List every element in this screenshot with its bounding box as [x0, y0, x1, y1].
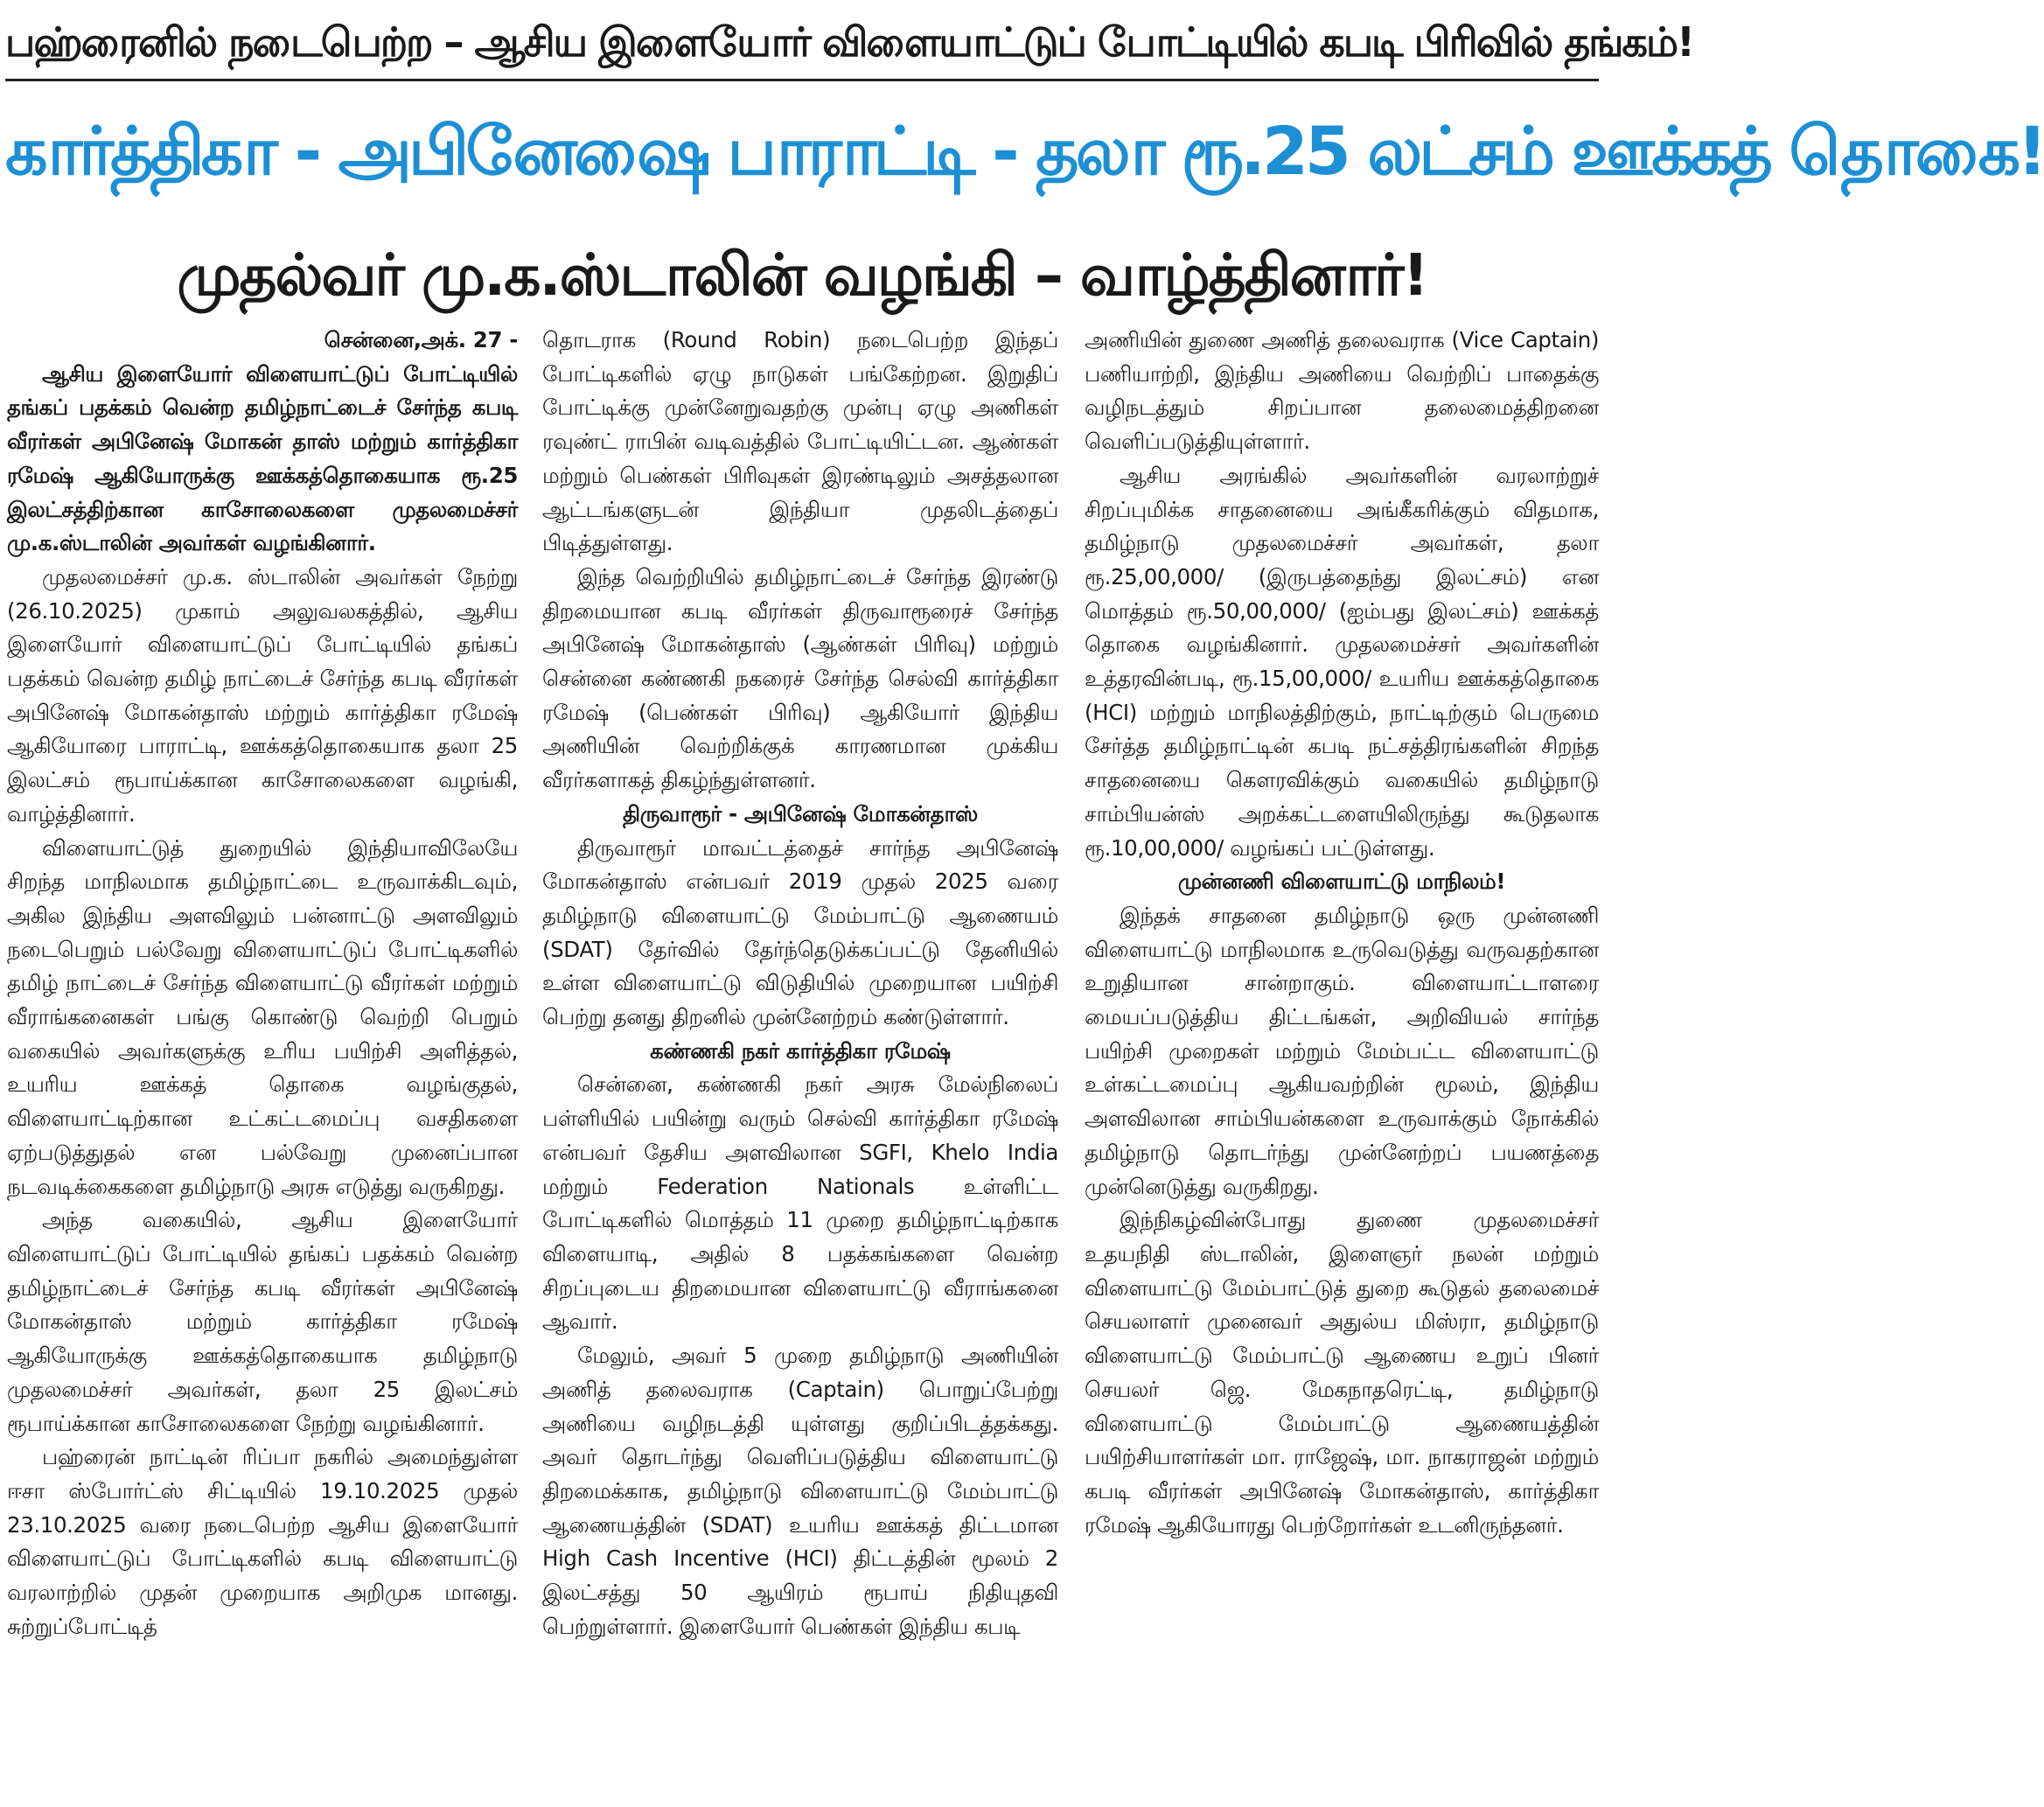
paragraph: தொடராக (Round Robin) நடைபெற்ற இந்தப் போட்டிகளில் ஏழு நாடுகள் பங்கேற்றன. இறுதிப் போட்டிக்கு முன்னேறுவதற்கு முன்பு ஏழு அணிகள் ரவுண்ட் ராபின் வடிவத்தில் போட்டியிட்டன. ஆண்கள் மற்றும் பெண்கள் பிரிவுகள் இரண்டிலும் அசத்தலான ஆட்டங்களுடன் இந்தியா முதலிடத்தைப் பிடித்துள்ளது.	[542, 327, 1058, 556]
lead-paragraph: ஆசிய இளையோர் விளையாட்டுப் போட்டியில் தங்கப் பதக்கம் வென்ற தமிழ்நாட்டைச் சேர்ந்த கபடி வீரர்கள் அபினேஷ் மோகன் தாஸ் மற்றும் கார்த்திகா ரமேஷ் ஆகியோருக்கு ஊக்கத்தொகையாக ரூ.25 இலட்சத்திற்கான காசோலைகளை முதலமைச்சர் மு.க.ஸ்டாலின் அவர்கள் வழங்கினார்.	[7, 360, 518, 556]
paragraph: திருவாரூர் மாவட்டத்தைச் சார்ந்த அபினேஷ் மோகன்தாஸ் என்பவர் 2019 முதல் 2025 வரை தமிழ்நாடு விளையாட்டு மேம்பாட்டு ஆணையம் (SDAT) தேர்வில் தேர்ந்தெடுக்கப்பட்டு தேனியில் உள்ள விளையாட்டு விடுதியில் முறையான பயிற்சி பெற்று தனது திறனில் முன்னேற்றம் கண்டுள்ளார்.	[542, 834, 1058, 1030]
paragraph: அணியின் துணை அணித் தலைவராக (Vice Captain) பணியாற்றி, இந்திய அணியை வெற்றிப் பாதைக்கு வழிநடத்தும் சிறப்பான தலைமைத்திறனை வெளிப்படுத்தியுள்ளார்.	[1085, 327, 1599, 455]
paragraph: முதலமைச்சர் மு.க. ஸ்டாலின் அவர்கள் நேற்று (26.10.2025) முகாம் அலுவலகத்தில், ஆசிய இளையோர் விளையாட்டுப் போட்டியில் தங்கப் பதக்கம் வென்ற தமிழ் நாட்டைச் சேர்ந்த கபடி வீரர்கள் அபினேஷ் மோகன்தாஸ் மற்றும் கார்த்திகா ரமேஷ் ஆகியோரை பாராட்டி, ஊக்கத்தொகையாக தலா 25 இலட்சம் ரூபாய்க்கான காசோலைகளை வழங்கி, வாழ்த்தினார்.	[7, 563, 518, 827]
header-rule	[5, 79, 1599, 81]
article-column-2	[542, 324, 1058, 1802]
paragraph: சென்னை, கண்ணகி நகர் அரசு மேல்நிலைப் பள்ளியில் பயின்று வரும் செல்வி கார்த்திகா ரமேஷ் என்பவர் தேசிய அளவிலான SGFI, Khelo India மற்றும் Federation Nationals உள்ளிட்ட போட்டிகளில் மொத்தம் 11 முறை தமிழ்நாட்டிற்காக விளையாடி, அதில் 8 பதக்கங்களை வென்ற சிறப்புடைய திறமையான விளையாட்டு வீராங்கனை ஆவார்.	[542, 1071, 1058, 1335]
dateline: சென்னை,அக். 27 -	[324, 327, 518, 352]
section-subtitle: முன்னணி விளையாட்டு மாநிலம்!	[1177, 869, 1506, 895]
article-column-3	[1085, 324, 1599, 1802]
paragraph: ஆசிய அரங்கில் அவர்களின் வரலாற்றுச் சிறப்புமிக்க சாதனையை அங்கீகரிக்கும் விதமாக, தமிழ்நாடு முதலமைச்சர் அவர்கள், தலா ரூ.25,00,000/ (இருபத்தைந்து இலட்சம்) என மொத்தம் ரூ.50,00,000/ (ஐம்பது இலட்சம்) ஊக்கத் தொகை வழங்கினார். முதலமைச்சர் அவர்களின் உத்தரவின்படி, ரூ.15,00,000/ உயரிய ஊக்கத்தொகை (HCI) மற்றும் மாநிலத்திற்கும், நாட்டிற்கும் பெருமை சேர்த்த தமிழ்நாட்டின் கபடி நட்சத்திரங்களின் சிறந்த சாதனையை கௌரவிக்கும் வகையில் தமிழ்நாடு சாம்பியன்ஸ் அறக்கட்டளையிலிருந்து கூடுதலாக ரூ.10,00,000/ வழங்கப் பட்டுள்ளது.	[1085, 462, 1599, 861]
section-subtitle: திருவாரூர் - அபினேஷ் மோகன்தாஸ்	[623, 800, 978, 827]
kicker-headline: பஹ்ரைனில் நடைபெற்ற – ஆசிய இளையோர் விளையாட்டுப் போட்டியில் கபடி பிரிவில் தங்கம்!	[5, 18, 1693, 66]
section-subtitle: கண்ணகி நகர் கார்த்திகா ரமேஷ்	[650, 1037, 951, 1064]
sub-headline: முதல்வர் மு.க.ஸ்டாலின் வழங்கி – வாழ்த்தினார்!	[177, 241, 1427, 309]
paragraph: இந்நிகழ்வின்போது துணை முதலமைச்சர் உதயநிதி ஸ்டாலின், இளைஞர் நலன் மற்றும் விளையாட்டு மேம்பாட்டுத் துறை கூடுதல் தலைமைச் செயலாளர் முனைவர் அதுல்ய மிஸ்ரா, தமிழ்நாடு விளையாட்டு மேம்பாட்டு ஆணைய உறுப் பினர் செயலர் ஜெ. மேகநாதரெட்டி, தமிழ்நாடு விளையாட்டு மேம்பாட்டு ஆணையத்தின் பயிற்சியாளர்கள் மா. ராஜேஷ், மா. நாகராஜன் மற்றும் கபடி வீரர்கள் அபினேஷ் மோகன்தாஸ், கார்த்திகா ரமேஷ் ஆகியோரது பெற்றோர்கள் உடனிருந்தனர்.	[1085, 1207, 1599, 1538]
main-headline: கார்த்திகா - அபினேஷை பாராட்டி - தலா ரூ.25 லட்சம் ஊக்கத் தொகை!	[5, 112, 2044, 190]
paragraph: இந்தக் சாதனை தமிழ்நாடு ஒரு முன்னணி விளையாட்டு மாநிலமாக உருவெடுத்து வருவதற்கான உறுதியான சான்றாகும். விளையாட்டாளரை மையப்படுத்திய திட்டங்கள், அறிவியல் சார்ந்த பயிற்சி முறைகள் மற்றும் மேம்பட்ட விளையாட்டு உள்கட்டமைப்பு ஆகியவற்றின் மூலம், இந்திய அளவிலான சாம்பியன்களை உருவாக்கும் நோக்கில் தமிழ்நாடு தொடர்ந்து முன்னேற்றப் பயணத்தை முன்னெடுத்து வருகிறது.	[1085, 902, 1599, 1199]
paragraph: பஹ்ரைன் நாட்டின் ரிப்பா நகரில் அமைந்துள்ள ஈசா ஸ்போர்ட்ஸ் சிட்டியில் 19.10.2025 முதல் 23.10.2025 வரை நடைபெற்ற ஆசிய இளையோர் விளையாட்டுப் போட்டிகளில் கபடி விளையாட்டு வரலாற்றில் முதன் முறையாக அறிமுக மானது. சுற்றுப்போட்டித்	[7, 1444, 518, 1639]
paragraph: விளையாட்டுத் துறையில் இந்தியாவிலேயே சிறந்த மாநிலமாக தமிழ்நாட்டை உருவாக்கிடவும், அகில இந்திய அளவிலும் பன்னாட்டு அளவிலும் நடைபெறும் பல்வேறு விளையாட்டுப் போட்டிகளில் தமிழ் நாட்டைச் சேர்ந்த விளையாட்டு வீரர்கள் மற்றும் வீராங்கனைகள் பங்கு கொண்டு வெற்றி பெறும் வகையில் அவர்களுக்கு உரிய பயிற்சி அளித்தல், உயரிய ஊக்கத் தொகை வழங்குதல், விளையாட்டிற்கான உட்கட்டமைப்பு வசதிகளை ஏற்படுத்துதல் என பல்வேறு முனைப்பான நடவடிக்கைகளை தமிழ்நாடு அரசு எடுத்து வருகிறது.	[7, 834, 518, 1199]
paragraph: அந்த வகையில், ஆசிய இளையோர் விளையாட்டுப் போட்டியில் தங்கப் பதக்கம் வென்ற தமிழ்நாட்டைச் சேர்ந்த கபடி வீரர்கள் அபினேஷ் மோகன்தாஸ் மற்றும் கார்த்திகா ரமேஷ் ஆகியோருக்கு ஊக்கத்தொகையாக தமிழ்நாடு முதலமைச்சர் அவர்கள், தலா 25 இலட்சம் ரூபாய்க்கான காசோலைகளை நேற்று வழங்கினார்.	[7, 1207, 518, 1436]
paragraph: இந்த வெற்றியில் தமிழ்நாட்டைச் சேர்ந்த இரண்டு திறமையான கபடி வீரர்கள் திருவாரூரைச் சேர்ந்த அபினேஷ் மோகன்தாஸ் (ஆண்கள் பிரிவு) மற்றும் சென்னை கண்ணகி நகரைச் சேர்ந்த செல்வி கார்த்திகா ரமேஷ் (பெண்கள் பிரிவு) ஆகியோர் இந்திய அணியின் வெற்றிக்குக் காரணமான முக்கிய வீரர்களாகத் திகழ்ந்துள்ளனர்.	[542, 563, 1058, 793]
article-column-1	[7, 324, 518, 1802]
paragraph: மேலும், அவர் 5 முறை தமிழ்நாடு அணியின் அணித் தலைவராக (Captain) பொறுப்பேற்று அணியை வழிநடத்தி யுள்ளது குறிப்பிடத்தக்கது. அவர் தொடர்ந்து வெளிப்படுத்திய விளையாட்டு திறமைக்காக, தமிழ்நாடு விளையாட்டு மேம்பாட்டு ஆணையத்தின் (SDAT) உயரிய ஊக்கத் திட்டமான High Cash Incentive (HCI) திட்டத்தின் மூலம் 2 இலட்சத்து 50 ஆயிரம் ரூபாய் நிதியுதவி பெற்றுள்ளார். இளையோர் பெண்கள் இந்திய கபடி	[542, 1343, 1058, 1639]
